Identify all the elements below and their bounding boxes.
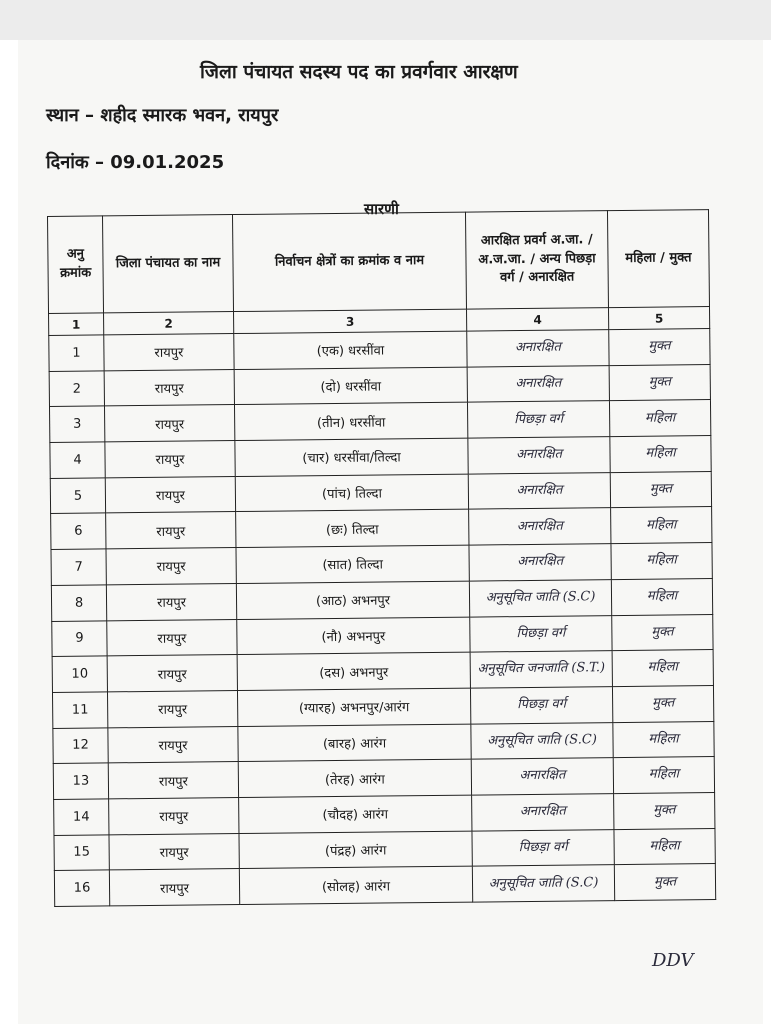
serial-cell: 2 [49, 371, 104, 407]
category-cell: पिछड़ा वर्ग [470, 686, 612, 723]
constituency-cell: (छः) तिल्दा [236, 510, 469, 548]
constituency-cell: (तीन) धरसींवा [234, 402, 467, 440]
serial-cell: 11 [52, 692, 107, 728]
category-cell: अनुसूचित जाति (S.C) [471, 722, 613, 759]
constituency-cell: (पंद्रह) आरंग [239, 831, 472, 869]
serial-cell: 4 [50, 442, 105, 478]
constituency-cell: (बारह) आरंग [238, 724, 471, 762]
serial-cell: 6 [51, 513, 106, 549]
constituency-cell: (सात) तिल्दा [236, 545, 469, 583]
serial-cell: 3 [49, 406, 104, 442]
serial-cell: 1 [49, 335, 104, 371]
category-cell: अनारक्षित [467, 330, 609, 367]
district-cell: रायपुर [109, 869, 239, 906]
document-title: जिला पंचायत सदस्य पद का प्रवर्गवार आरक्षण [200, 61, 518, 83]
status-cell: मुक्त [614, 792, 715, 829]
district-cell: रायपुर [104, 405, 234, 442]
serial-cell: 16 [54, 870, 109, 906]
top-band [0, 0, 771, 40]
district-cell: रायपुर [108, 762, 238, 799]
constituency-cell: (नौ) अभनपुर [237, 617, 470, 655]
serial-cell: 15 [54, 835, 109, 871]
category-cell: अनारक्षित [469, 508, 611, 545]
serial-cell: 9 [52, 620, 107, 656]
column-number: 2 [104, 312, 234, 335]
category-cell: अनारक्षित [471, 758, 613, 795]
district-cell: रायपुर [109, 797, 239, 834]
category-cell: पिछड़ा वर्ग [467, 401, 609, 438]
serial-cell: 12 [53, 727, 108, 763]
status-cell: मुक्त [614, 864, 715, 901]
header-district: जिला पंचायत का नाम [103, 215, 234, 313]
district-cell: रायपुर [107, 619, 237, 656]
category-cell: अनारक्षित [472, 794, 614, 831]
serial-cell: 7 [51, 549, 106, 585]
district-cell: रायपुर [109, 833, 239, 870]
header-constituency: निर्वाचन क्षेत्रों का क्रमांक व नाम [232, 212, 466, 311]
category-cell: अनुसूचित जाति (S.C) [469, 579, 611, 616]
status-cell: महिला [613, 757, 714, 794]
status-cell: महिला [611, 507, 712, 544]
district-cell: रायपुर [104, 369, 234, 406]
constituency-cell: (ग्यारह) अभनपुर/आरंग [237, 688, 470, 726]
category-cell: पिछड़ा वर्ग [470, 615, 612, 652]
table-row [54, 864, 715, 907]
district-cell: रायपुर [107, 690, 237, 727]
column-number: 3 [234, 309, 467, 333]
status-cell: महिला [609, 400, 710, 437]
serial-cell: 5 [50, 478, 105, 514]
serial-cell: 8 [51, 585, 106, 621]
table-caption: सारणी [364, 200, 399, 218]
status-cell: मुक्त [609, 329, 710, 366]
district-cell: रायपुर [106, 512, 236, 549]
table-header-row [48, 210, 710, 314]
category-cell: अनुसूचित जनजाति (S.T.) [470, 651, 612, 688]
constituency-cell: (तेरह) आरंग [238, 759, 471, 797]
venue-line: स्थान – शहीद स्मारक भवन, रायपुर [46, 105, 279, 126]
district-cell: रायपुर [106, 548, 236, 585]
date-line: दिनांक – 09.01.2025 [46, 152, 225, 173]
district-cell: रायपुर [105, 476, 235, 513]
column-number: 4 [466, 308, 608, 331]
status-cell: मुक्त [609, 364, 710, 401]
signature: DDV [652, 950, 694, 971]
column-number: 1 [49, 313, 104, 336]
constituency-cell: (दस) अभनपुर [237, 652, 470, 690]
constituency-cell: (दो) धरसींवा [234, 367, 467, 405]
category-cell: अनुसूचित जाति (S.C) [472, 865, 614, 902]
reservation-table [47, 209, 716, 907]
constituency-cell: (पांच) तिल्दा [235, 474, 468, 512]
column-number: 5 [608, 307, 709, 330]
status-cell: महिला [614, 828, 715, 865]
constituency-cell: (चार) धरसींवा/तिल्दा [235, 438, 468, 476]
category-cell: अनारक्षित [469, 544, 611, 581]
status-cell: मुक्त [612, 685, 713, 722]
category-cell: अनारक्षित [468, 437, 610, 474]
serial-cell: 10 [52, 656, 107, 692]
constituency-cell: (आठ) अभनपुर [236, 581, 469, 619]
district-cell: रायपुर [108, 726, 238, 763]
serial-cell: 13 [53, 763, 108, 799]
status-cell: महिला [611, 543, 712, 580]
header-category: आरक्षित प्रवर्ग अ.जा. /अ.ज.जा. / अन्य पिछड़ा वर्ग / अनारक्षित [465, 211, 608, 309]
category-cell: अनारक्षित [467, 365, 609, 402]
constituency-cell: (सोलह) आरंग [239, 866, 472, 904]
constituency-cell: (एक) धरसींवा [234, 331, 467, 369]
header-women-open: महिला / मुक्त [607, 210, 709, 308]
status-cell: महिला [612, 650, 713, 687]
category-cell: पिछड़ा वर्ग [472, 829, 614, 866]
status-cell: महिला [613, 721, 714, 758]
header-serial: अनु क्रमांक [48, 216, 104, 314]
district-cell: रायपुर [105, 441, 235, 478]
status-cell: मुक्त [612, 614, 713, 651]
constituency-cell: (चौदह) आरंग [239, 795, 472, 833]
serial-cell: 14 [54, 799, 109, 835]
status-cell: महिला [610, 436, 711, 473]
status-cell: महिला [611, 578, 712, 615]
status-cell: मुक्त [610, 471, 711, 508]
category-cell: अनारक्षित [468, 472, 610, 509]
district-cell: रायपुर [106, 583, 236, 620]
district-cell: रायपुर [104, 334, 234, 371]
district-cell: रायपुर [107, 655, 237, 692]
